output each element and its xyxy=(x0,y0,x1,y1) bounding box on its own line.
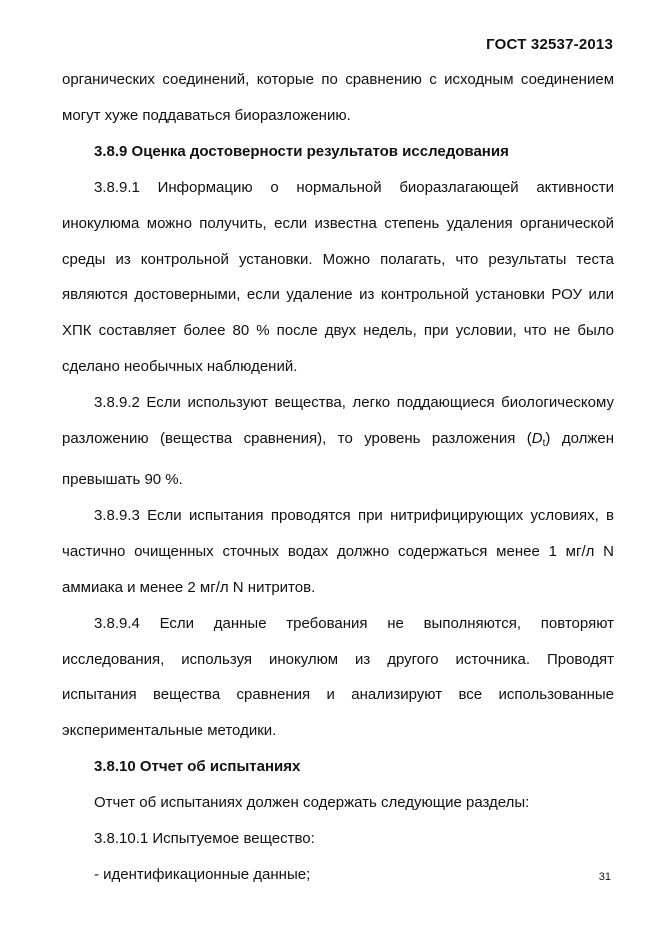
paragraph-3-8-9-4: 3.8.9.4 Если данные требования не выполняются, повторяют исследования, используя инокулюм из другого источника. Проводят испытания вещества сравнения и анализируют все использованные экспериментальные методики. xyxy=(62,614,614,740)
paragraph-report-contents: Отчет об испытаниях должен содержать следующие разделы: xyxy=(94,794,530,812)
paragraph-3-8-9-3: 3.8.9.3 Если испытания проводятся при нитрифицирующих условиях, в частично очищенных сточных водах должно содержаться менее 1 мг/л N аммиака и менее 2 мг/л N нитритов. xyxy=(62,506,614,596)
page-number: 31 xyxy=(598,871,611,883)
section-heading-3-8-9: 3.8.9 Оценка достоверности результатов исследования xyxy=(94,142,509,160)
paragraph-continuation: органических соединений, которые по сравнению с исходным соединением могут хуже поддаваться биоразложению. xyxy=(62,71,614,124)
degradation-variable-subscript: t xyxy=(542,438,546,450)
paragraph-3-8-10-1: 3.8.10.1 Испытуемое вещество: xyxy=(94,830,315,848)
standard-header: ГОСТ 32537-2013 xyxy=(486,36,613,53)
paragraph-3-8-9-2 xyxy=(62,385,614,498)
paragraph-3-8-9-1: 3.8.9.1 Информацию о нормальной биоразлагающей активности инокулюма можно получить, если известна степень удаления органической среды из контрольной установки. Можно полагать, что результаты теста являются достоверными, если удаление из контрольной установки РОУ или ХПК составляет более 80 % после двух недель, при условии, что не было сделано необычных наблюдений. xyxy=(62,178,614,376)
degradation-variable: D xyxy=(531,430,543,448)
section-heading-3-8-10: 3.8.10 Отчет об испытаниях xyxy=(94,758,301,776)
paragraph-3-8-9-2-end: ) должен превышать 90 %. xyxy=(62,430,614,488)
list-item-identification: - идентификационные данные; xyxy=(94,865,311,883)
paragraph-3-8-9-2-text: 3.8.9.2 Если используют вещества, легко поддающиеся биологическому разложению (вещества сравнения), то уровень разложения ( xyxy=(62,394,614,448)
document-body xyxy=(62,62,614,893)
